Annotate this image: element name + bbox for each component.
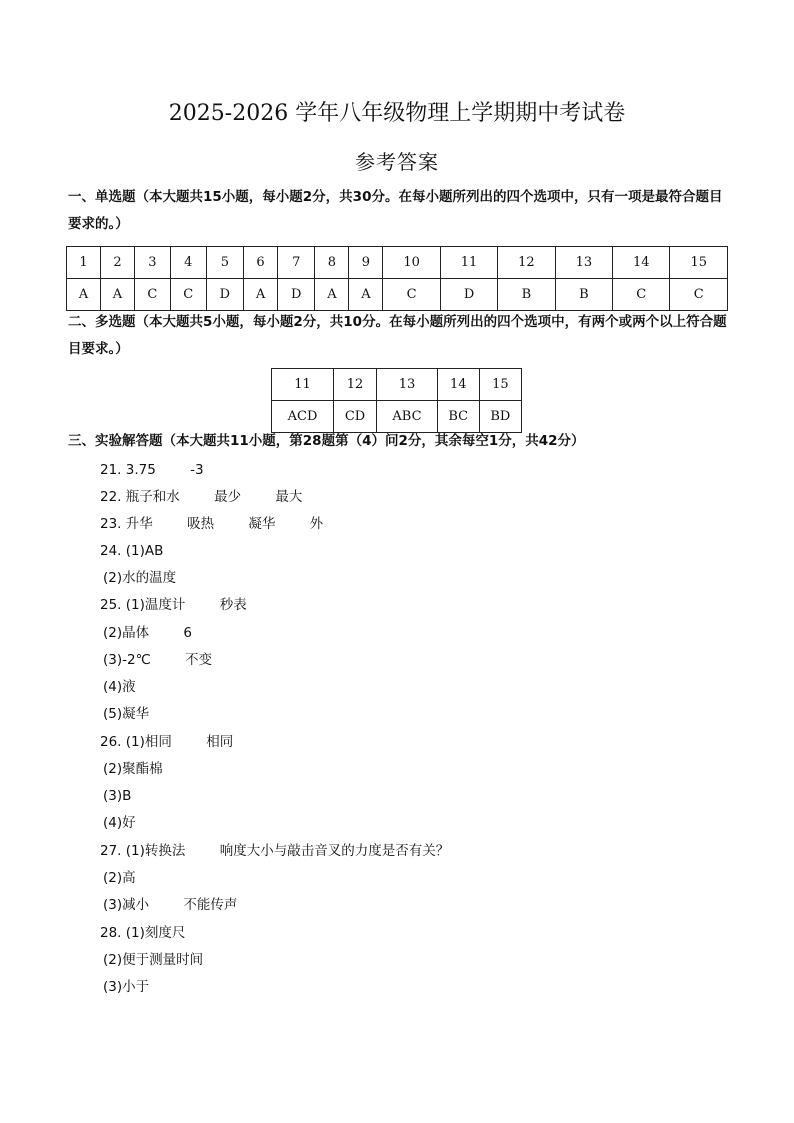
answer-text: (1)转换法 — [125, 843, 186, 859]
answer-24-part — [103, 565, 176, 592]
table-cell: 2 — [100, 247, 134, 279]
table-row-answers — [67, 279, 728, 311]
section2-header: 二、多选题（本大题共5小题，每小题2分，共10分。在每小题所列出的四个选项中，有两个或两个以上符合题目要求。） — [68, 314, 727, 357]
answer-text: (1)温度计 — [125, 597, 186, 613]
table-row-numbers — [272, 369, 522, 401]
table-row-numbers — [67, 247, 728, 279]
table-cell: 14 — [437, 369, 479, 401]
table-cell: BC — [437, 401, 479, 433]
table-cell: 1 — [67, 247, 101, 279]
answer-22 — [100, 484, 302, 511]
answer-text: (3)减小 — [103, 897, 150, 913]
answer-text: (4)液 — [103, 679, 136, 695]
answer-25-part — [103, 620, 192, 647]
table-cell: C — [383, 279, 440, 311]
question-number: 21. — [100, 462, 122, 478]
answer-28-part — [103, 947, 203, 974]
table-cell: 13 — [555, 247, 612, 279]
table-cell: 11 — [440, 247, 497, 279]
table-cell: 13 — [377, 369, 438, 401]
table-cell: 15 — [670, 247, 728, 279]
answer-26-part — [103, 810, 136, 837]
table-cell: BD — [479, 401, 521, 433]
table-cell: D — [440, 279, 497, 311]
answer-text: (2)高 — [103, 870, 136, 886]
answer-25-part — [103, 647, 212, 674]
answer-text: 不变 — [185, 652, 213, 668]
table-cell: 9 — [349, 247, 383, 279]
table-cell: 4 — [170, 247, 206, 279]
answer-28 — [100, 920, 185, 947]
answer-text: (3)B — [103, 788, 132, 804]
table-cell: CD — [334, 401, 377, 433]
table-cell: C — [613, 279, 670, 311]
answer-text: 最大 — [275, 489, 303, 505]
answer-23 — [100, 511, 323, 538]
table-cell: A — [315, 279, 349, 311]
section3-header: 三、实验解答题（本大题共11小题，第28题第（4）问2分，其余每空1分，共42分） — [68, 433, 585, 449]
answer-25-part — [103, 674, 136, 701]
table-cell: 7 — [278, 247, 315, 279]
answer-27-part — [103, 865, 136, 892]
answer-text: 外 — [309, 516, 324, 532]
answer-text: (1)刻度尺 — [125, 925, 186, 941]
table-cell: C — [134, 279, 170, 311]
answer-27-part — [103, 892, 237, 919]
answer-text: (2)水的温度 — [103, 570, 177, 586]
answer-28-part — [103, 974, 149, 1001]
table-cell: 5 — [206, 247, 243, 279]
question-number: 22. — [100, 489, 122, 505]
answer-text: 瓶子和水 — [125, 489, 180, 505]
table-cell: D — [278, 279, 315, 311]
multi-choice-answer-table — [271, 368, 522, 433]
answer-26-part — [103, 783, 131, 810]
answer-text: (4)好 — [103, 815, 136, 831]
answer-25 — [100, 592, 247, 619]
table-cell: 12 — [498, 247, 555, 279]
table-cell: 14 — [613, 247, 670, 279]
table-cell: A — [244, 279, 278, 311]
answer-21 — [100, 457, 204, 484]
table-cell: 6 — [244, 247, 278, 279]
answer-text: 6 — [183, 625, 193, 641]
table-cell: 12 — [334, 369, 377, 401]
table-cell: ABC — [377, 401, 438, 433]
table-cell: 10 — [383, 247, 440, 279]
question-number: 26. — [100, 734, 122, 750]
question-number: 23. — [100, 516, 122, 532]
table-cell: C — [170, 279, 206, 311]
question-number: 24. — [100, 543, 122, 559]
table-cell: 8 — [315, 247, 349, 279]
page-title: 2025-2026 学年八年级物理上学期期中考试卷 — [168, 101, 626, 126]
table-cell: D — [206, 279, 243, 311]
answer-text: 凝华 — [248, 516, 276, 532]
answer-text: 相同 — [206, 734, 234, 750]
table-cell: 15 — [479, 369, 521, 401]
answer-text: -3 — [190, 462, 204, 478]
answer-27 — [100, 838, 449, 865]
table-cell: A — [349, 279, 383, 311]
answer-text: 秒表 — [219, 597, 247, 613]
answer-text: 吸热 — [187, 516, 215, 532]
single-choice-answer-table — [66, 246, 728, 311]
answer-text: (2)晶体 — [103, 625, 150, 641]
answer-text: 不能传声 — [183, 897, 238, 913]
answer-text: (2)聚酯棉 — [103, 761, 163, 777]
answer-text: 响度大小与敲击音叉的力度是否有关？ — [219, 843, 450, 859]
answer-text: 最少 — [214, 489, 242, 505]
answer-text: (3)小于 — [103, 979, 150, 995]
answer-text: 升华 — [125, 516, 153, 532]
table-cell: B — [555, 279, 612, 311]
answer-26 — [100, 729, 233, 756]
answer-text: (1)AB — [125, 543, 164, 559]
answer-26-part — [103, 756, 163, 783]
answer-24 — [100, 538, 163, 565]
question-number: 25. — [100, 597, 122, 613]
answer-text: (3)-2℃ — [103, 652, 151, 668]
answer-25-part — [103, 701, 149, 728]
table-cell: 11 — [272, 369, 334, 401]
section1-header: 一、单选题（本大题共15小题，每小题2分，共30分。在每小题所列出的四个选项中，只有一项是最符合题目要求的。） — [68, 189, 723, 232]
table-cell: B — [498, 279, 555, 311]
table-cell: C — [670, 279, 728, 311]
answer-text: (2)便于测量时间 — [103, 952, 204, 968]
answer-text: (5)凝华 — [103, 706, 150, 722]
table-cell: ACD — [272, 401, 334, 433]
table-cell: A — [67, 279, 101, 311]
table-cell: A — [100, 279, 134, 311]
question-number: 28. — [100, 925, 122, 941]
answer-text: 3.75 — [125, 462, 156, 478]
answer-text: (1)相同 — [125, 734, 172, 750]
table-cell: 3 — [134, 247, 170, 279]
page-subtitle: 参考答案 — [355, 150, 439, 174]
question-number: 27. — [100, 843, 122, 859]
